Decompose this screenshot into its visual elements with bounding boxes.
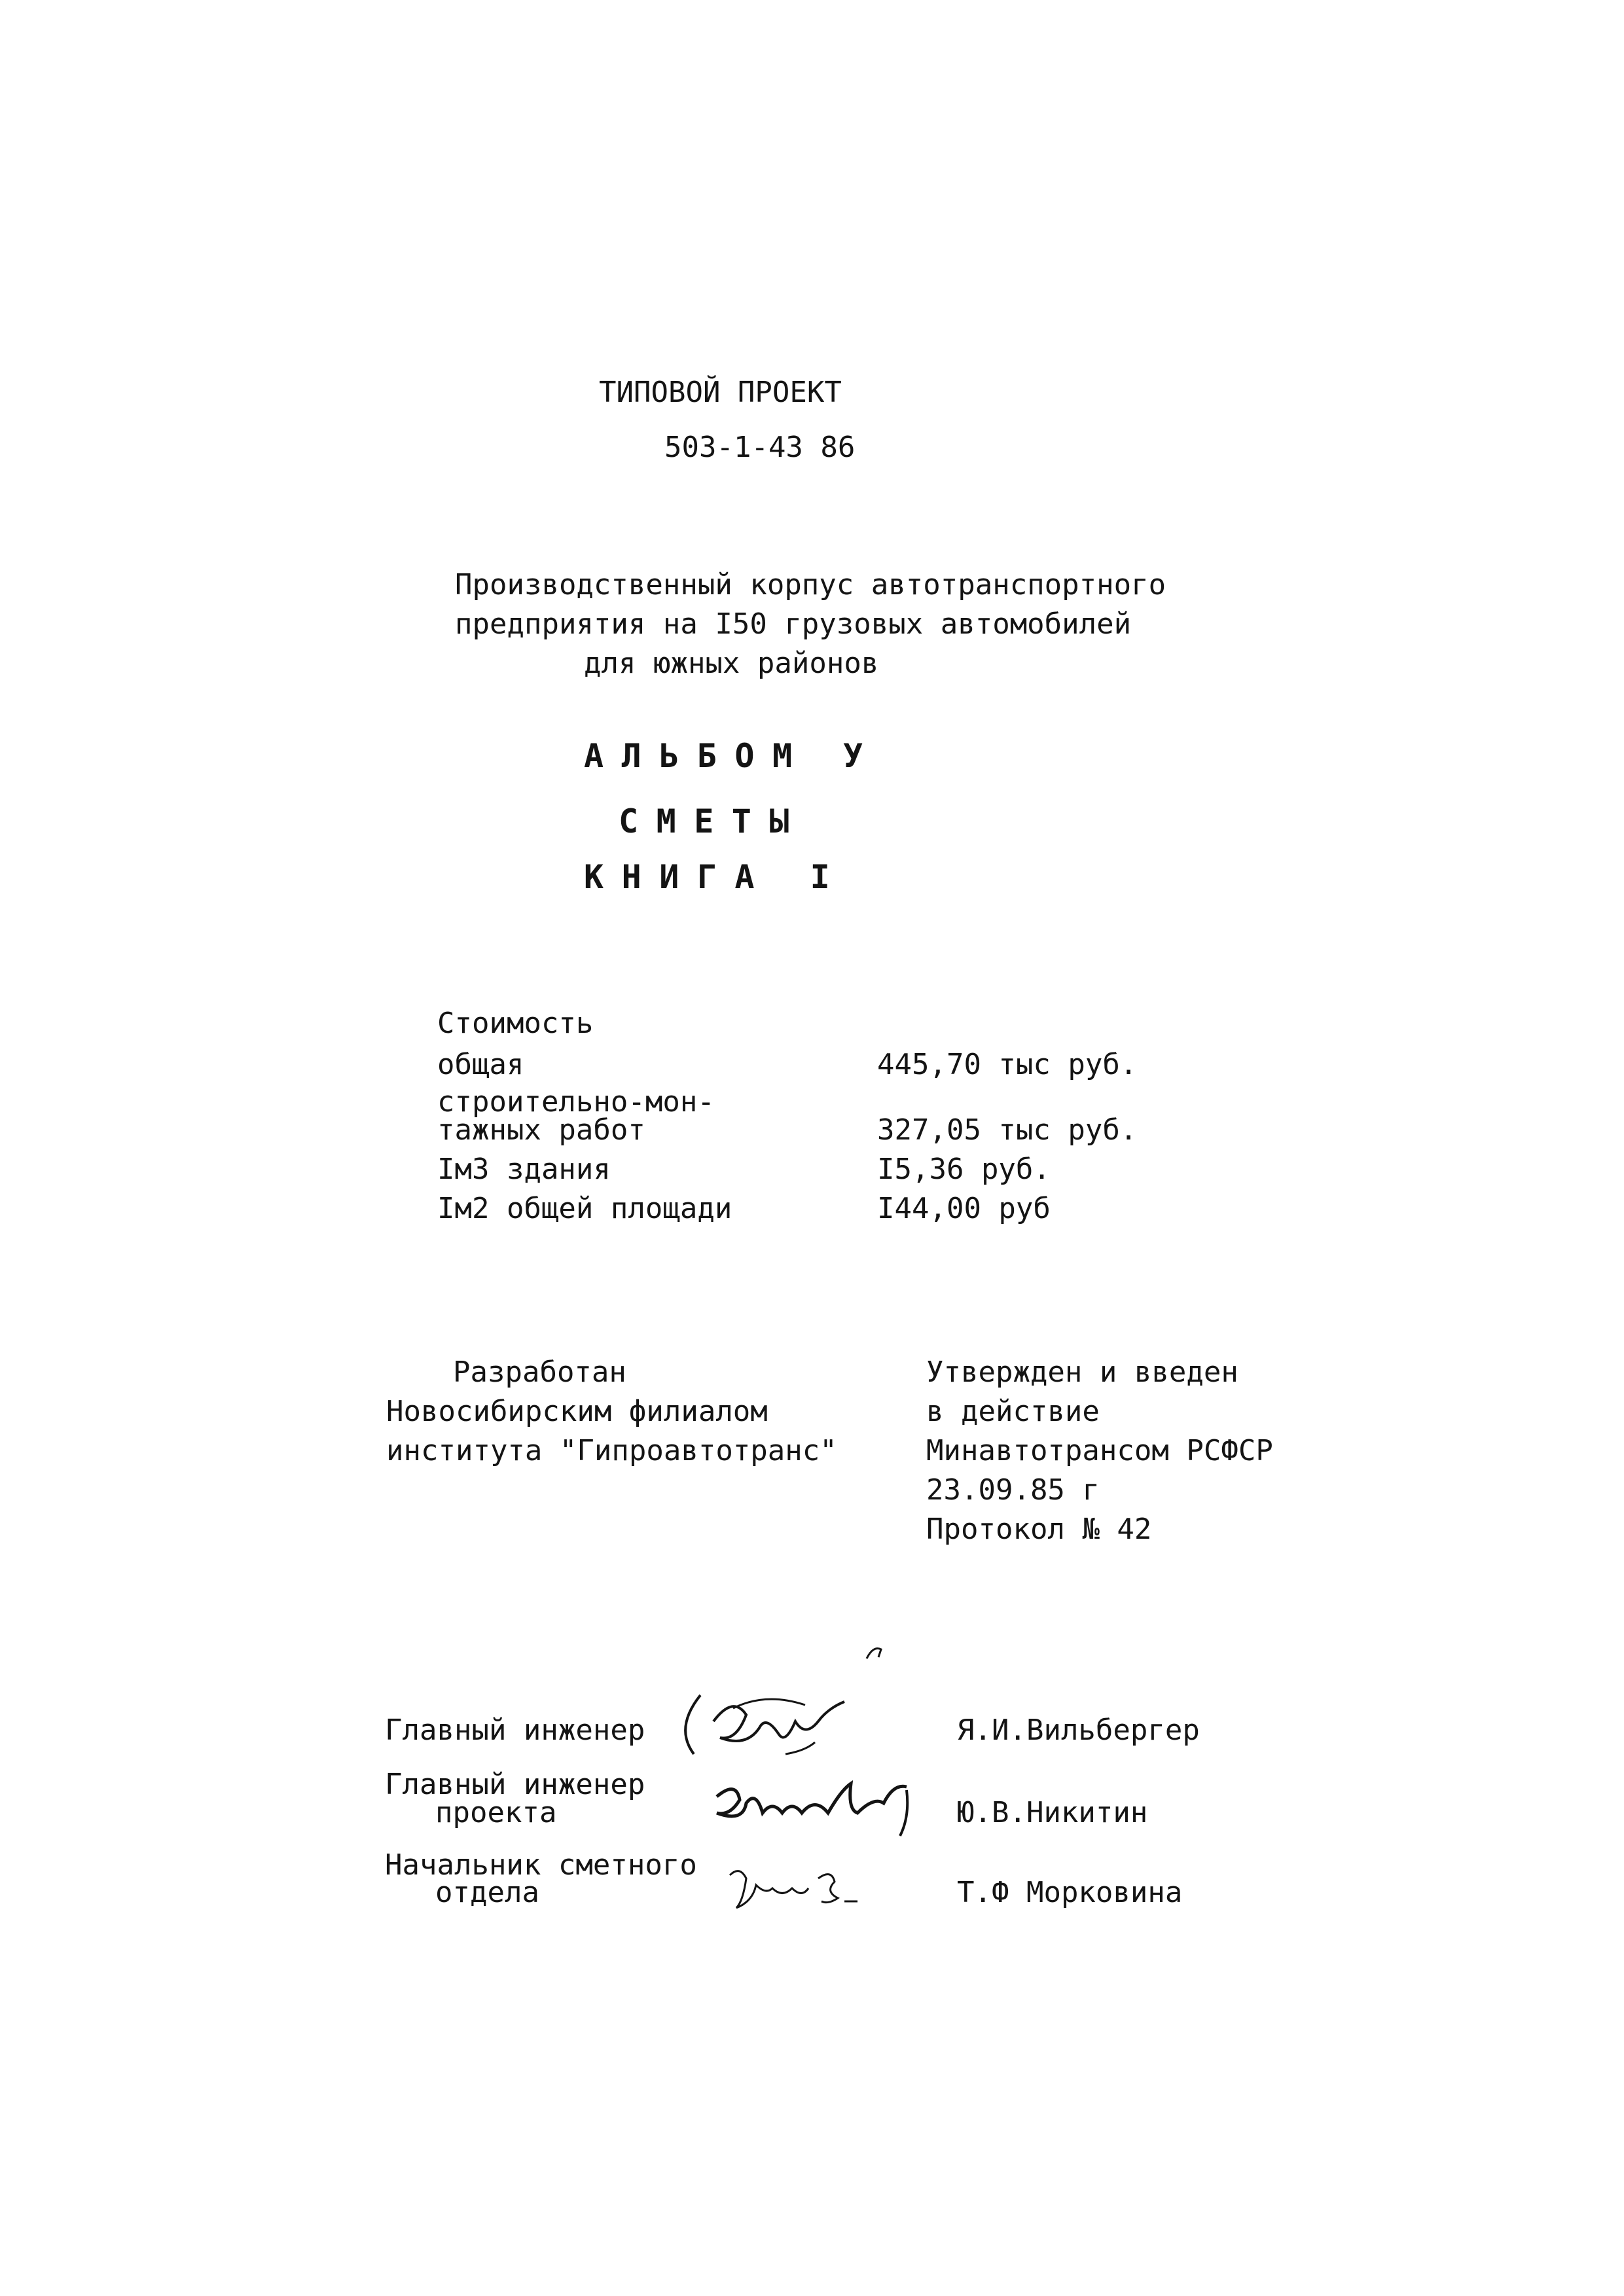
- cost-label-per-m2: Iм2 общей площади: [437, 1192, 732, 1225]
- cost-label-total: общая: [437, 1048, 524, 1081]
- cost-label-construction-2: тажных работ: [437, 1113, 645, 1147]
- handwritten-signature-3: [727, 1862, 884, 1921]
- project-type: ТИПОВОЙ ПРОЕКТ: [599, 376, 842, 409]
- approved-line-1: Утвержден и введен: [926, 1355, 1238, 1389]
- signer-position-line-1: Главный инженер: [385, 1768, 645, 1801]
- cost-heading: Стоимость: [437, 1007, 594, 1040]
- signer-position-line-2b: отдела: [435, 1876, 539, 1909]
- pen-mark: [864, 1643, 890, 1662]
- signer-position-line-2: проекта: [435, 1796, 557, 1829]
- handwritten-signature-2: [710, 1777, 946, 1849]
- title-line-2: предприятия на I50 грузовых автомобилей: [455, 607, 1132, 641]
- developed-line-3: института "Гипроавтотранс": [386, 1434, 837, 1467]
- developed-line-1: Разработан: [453, 1355, 626, 1389]
- approved-line-3: Минавтотрансом РСФСР: [926, 1434, 1273, 1467]
- cost-value-construction: 327,05 тыс руб.: [877, 1113, 1138, 1147]
- book-title: КНИГА I: [584, 858, 848, 896]
- signer-name: Я.И.Вильбергер: [957, 1713, 1200, 1747]
- title-line-1: Производственный корпус автотранспортного: [455, 568, 1166, 601]
- approved-date: 23.09.85 г: [926, 1473, 1100, 1507]
- section-title: СМЕТЫ: [619, 802, 808, 840]
- handwritten-signature-1: [674, 1682, 871, 1774]
- signer-name-3: Т.Ф Морковина: [957, 1876, 1183, 1909]
- album-label: АЛЬБОМ: [584, 737, 810, 775]
- title-line-3: для южных районов: [584, 647, 879, 680]
- cost-label-construction-1: строительно-мон-: [437, 1085, 715, 1119]
- signer-position: Главный инженер: [385, 1713, 645, 1747]
- cost-value-per-m2: I44,00 руб: [877, 1192, 1051, 1225]
- approved-protocol: Протокол № 42: [926, 1513, 1152, 1546]
- project-number: 503-1-43 86: [664, 431, 856, 464]
- signer-name-2: Ю.В.Никитин: [957, 1796, 1148, 1829]
- cost-label-per-m3: Iм3 здания: [437, 1153, 611, 1186]
- signer-position-line-1b: Начальник сметного: [385, 1848, 697, 1882]
- approved-line-2: в действие: [926, 1395, 1100, 1428]
- cost-value-total: 445,70 тыс руб.: [877, 1048, 1138, 1081]
- album-number: У: [843, 737, 881, 775]
- developed-line-2: Новосибирским филиалом: [386, 1395, 768, 1428]
- cost-value-per-m3: I5,36 руб.: [877, 1153, 1051, 1186]
